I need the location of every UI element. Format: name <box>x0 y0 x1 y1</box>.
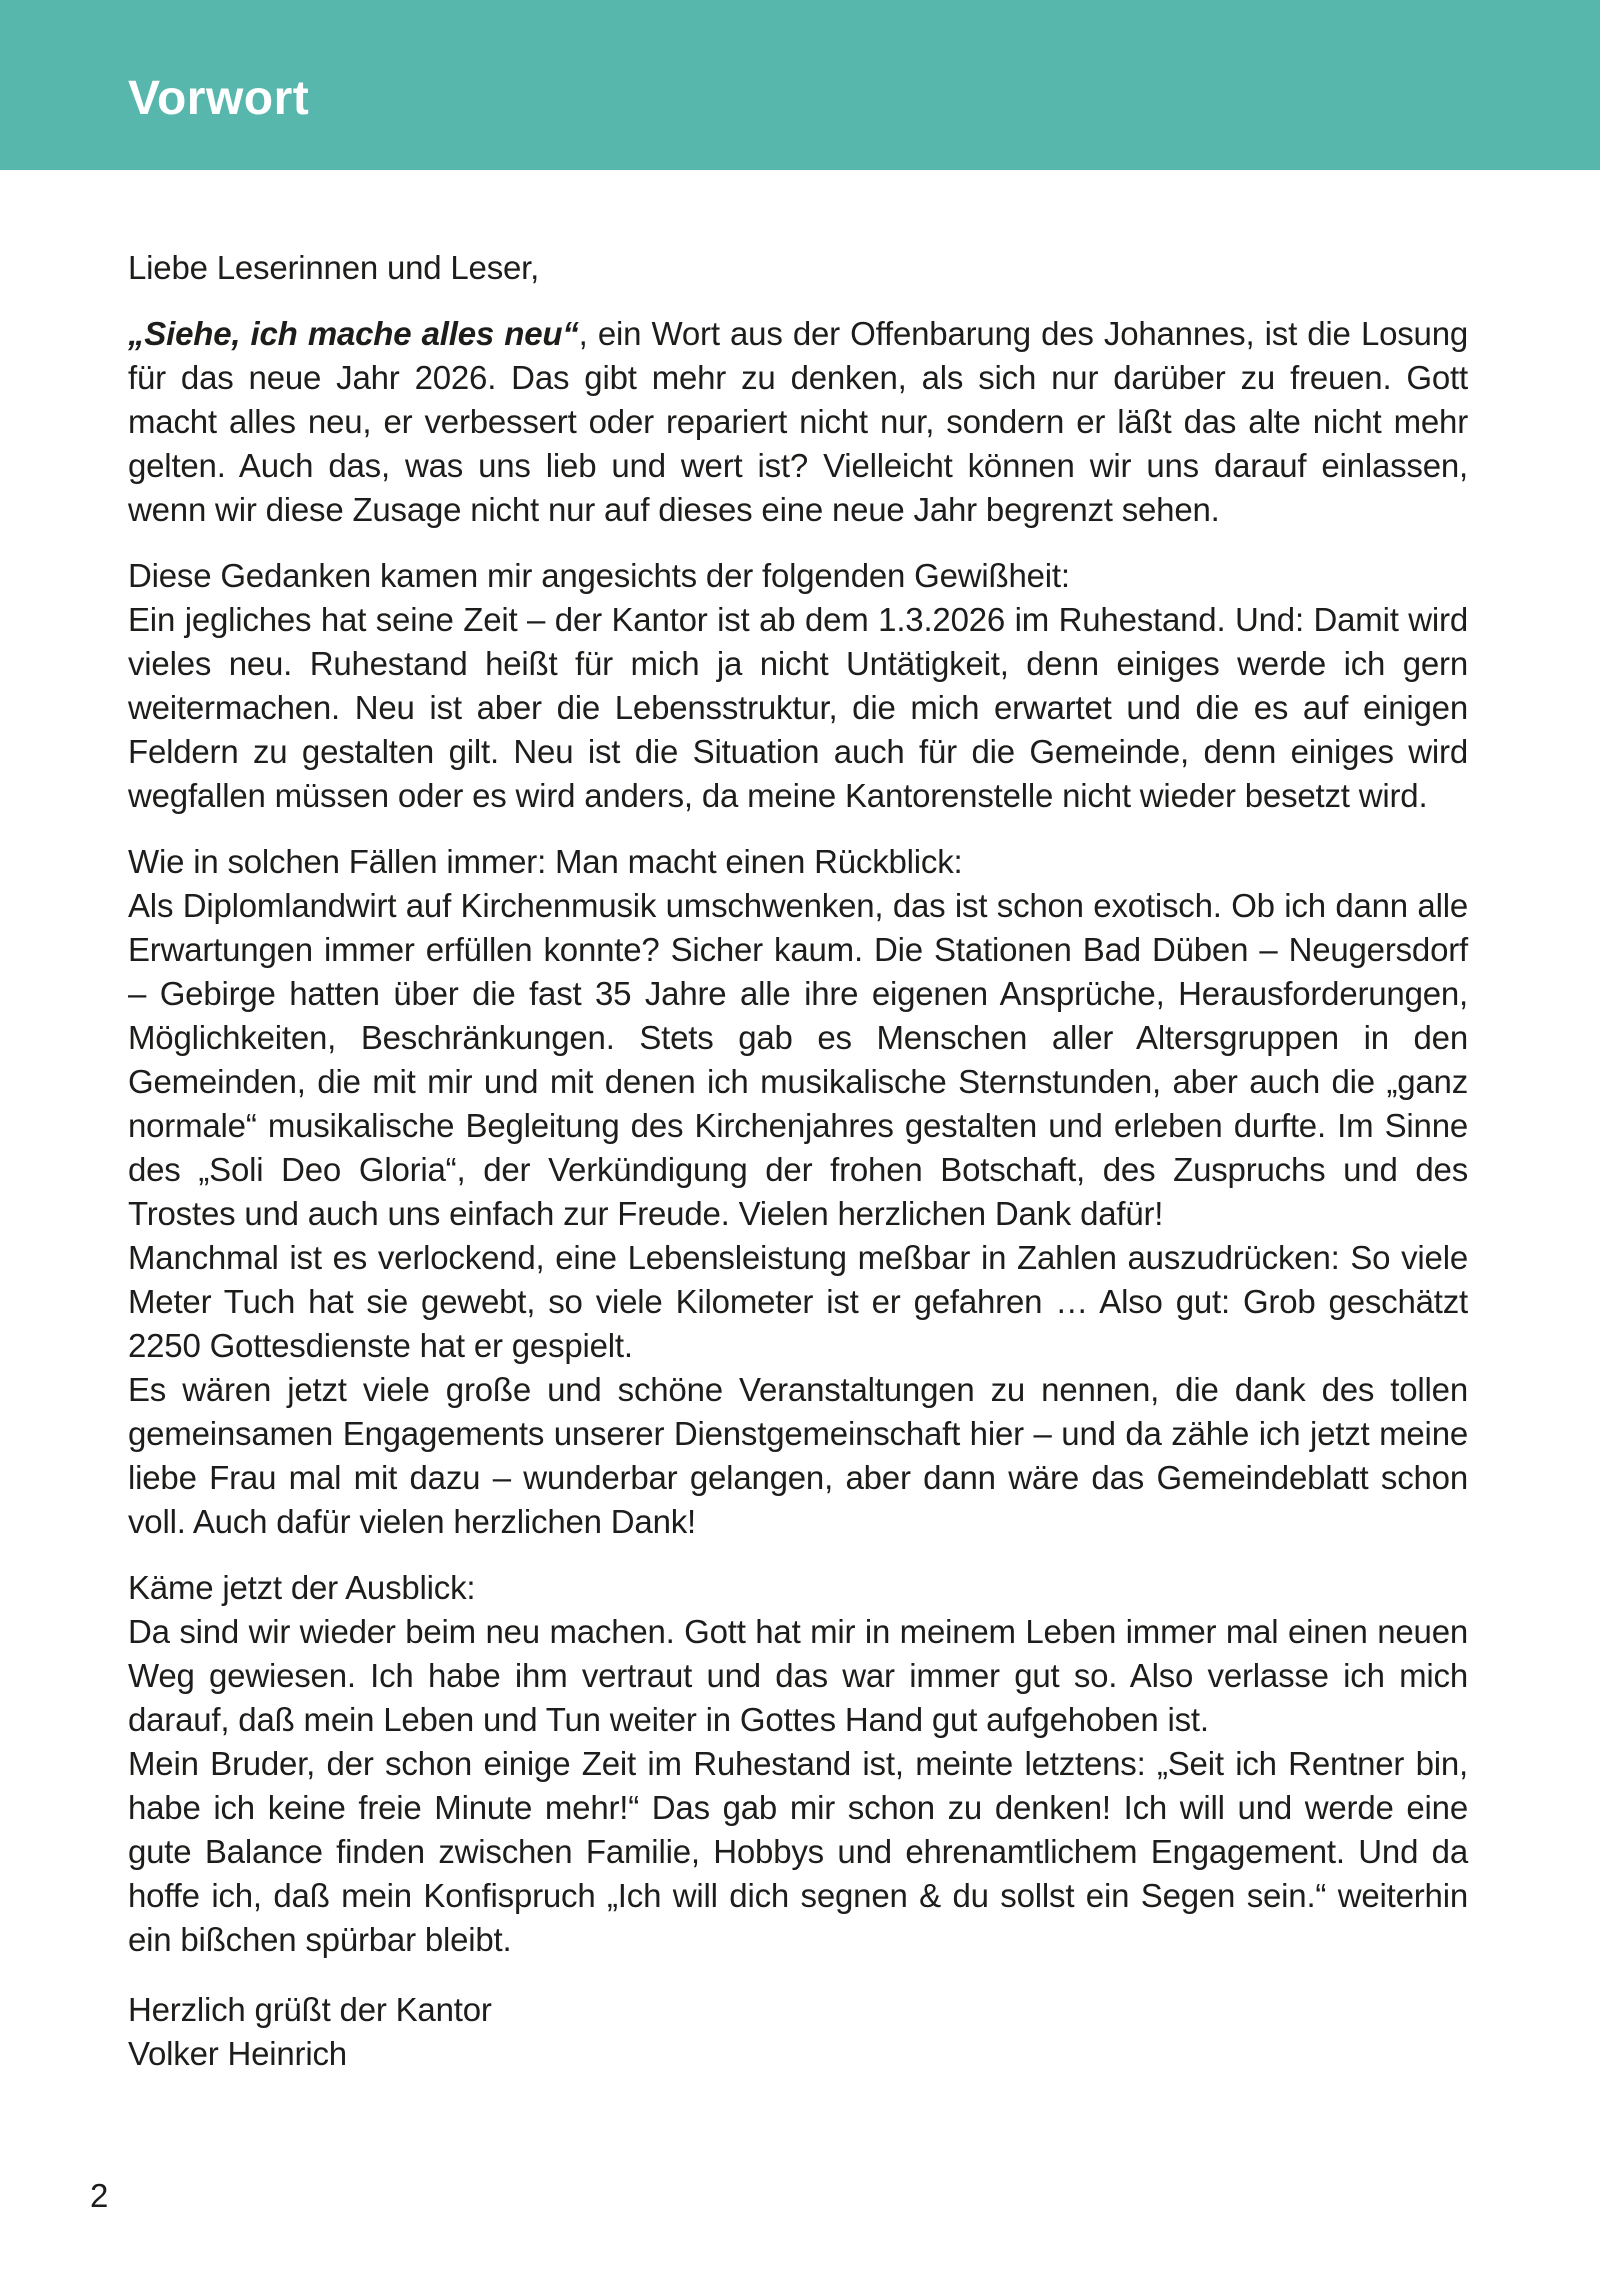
losung-text: , ein Wort aus der Offenbarung des Johannes, ist die Losung für das neue Jahr 2026. Das gibt mehr zu denken, als sich nur darüber zu freuen. Gott macht alles neu, er verbessert oder repariert nicht nur, sondern er läßt das alte nicht mehr gelten. Auch das, was uns lieb und wert ist? Vielleicht können wir uns darauf einlassen, wenn wir diese Zusage nicht nur auf dieses eine neue Jahr begrenzt sehen. <box>128 315 1469 528</box>
document-body <box>128 246 1468 2098</box>
signoff-name: Volker Heinrich <box>128 2035 347 2072</box>
ausblick-vertrauen-text: Da sind wir wieder beim neu machen. Gott hat mir in meinem Leben immer mal einen neuen Weg gewiesen. Ich habe ihm vertraut und das war immer gut so. Also verlasse ich mich darauf, daß mein Leben und Tun weiter in Gottes Hand gut aufgehoben ist. <box>128 1613 1468 1738</box>
rueckblick-stationen-text: Als Diplomlandwirt auf Kirchenmusik umschwenken, das ist schon exotisch. Ob ich dann alle Erwartungen immer erfüllen konnte? Sicher kaum. Die Stationen Bad Düben – Neugersdorf – Gebirge hatten über die fast 35 Jahre alle ihre eigenen Ansprüche, Herausforderungen, Möglichkeiten, Beschränkungen. Stets gab es Menschen aller Altersgruppen in den Gemeinden, die mit mir und mit denen ich musikalische Sternstunden, aber auch die „ganz normale“ musikalische Begleitung des Kirchenjahres gestalten und erleben durfte. Im Sinne des „Soli Deo Gloria“, der Verkündigung der frohen Botschaft, des Zuspruchs und des Trostes und auch uns einfach zur Freude. Vielen herzlichen Dank dafür! <box>128 887 1468 1232</box>
rueckblick-dank-text: Es wären jetzt viele große und schöne Veranstaltungen zu nennen, die dank des tollen gemeinsamen Engagements unserer Dienstgemeinschaft hier – und da zähle ich jetzt meine liebe Frau mal mit dazu – wunderbar gelangen, aber dann wäre das Gemeindeblatt schon voll. Auch dafür vielen herzlichen Dank! <box>128 1371 1468 1540</box>
ausblick-intro-line: Käme jetzt der Ausblick: <box>128 1569 476 1606</box>
gedanken-text: Ein jegliches hat seine Zeit – der Kantor ist ab dem 1.3.2026 im Ruhestand. Und: Damit wird vieles neu. Ruhestand heißt für mich ja nicht Untätigkeit, denn einiges werde ich gern weitermachen. Neu ist aber die Lebensstruktur, die mich erwartet und die es auf einigen Feldern zu gestalten gilt. Neu ist die Situation auch für die Gemeinde, denn einiges wird wegfallen müssen oder es wird anders, da meine Kantorenstelle nicht wieder besetzt wird. <box>128 601 1468 814</box>
paragraph-rueckblick <box>128 840 1468 1544</box>
gedanken-intro-line: Diese Gedanken kamen mir angesichts der folgenden Gewißheit: <box>128 557 1070 594</box>
paragraph-ausblick <box>128 1566 1468 1962</box>
page-number: 2 <box>90 2177 109 2214</box>
paragraph-losung <box>128 312 1468 532</box>
ausblick-balance-text: Mein Bruder, der schon einige Zeit im Ruhestand ist, meinte letztens: „Seit ich Rentner bin, habe ich keine freie Minute mehr!“ Das gab mir schon zu denken! Ich will und werde eine gute Balance finden zwischen Familie, Hobbys und ehrenamtlichem Engagement. Und da hoffe ich, daß mein Konfispruch „Ich will dich segnen & du sollst ein Segen sein.“ weiterhin ein bißchen spürbar bleibt. <box>128 1745 1468 1958</box>
greeting-line: Liebe Leserinnen und Leser, <box>128 249 540 286</box>
signoff-line: Herzlich grüßt der Kantor <box>128 1991 492 2028</box>
rueckblick-zahlen-text: Manchmal ist es verlockend, eine Lebensleistung meßbar in Zahlen auszudrücken: So viele Meter Tuch hat sie gewebt, so viele Kilometer ist er gefahren … Also gut: Grob geschätzt 2250 Gottesdienste hat er gespielt. <box>128 1239 1468 1364</box>
losung-quote: „Siehe, ich mache alles neu“ <box>128 315 579 352</box>
title-band <box>0 0 1600 170</box>
page-title: Vorwort <box>128 72 310 125</box>
rueckblick-intro-line: Wie in solchen Fällen immer: Man macht einen Rückblick: <box>128 843 963 880</box>
signoff-block <box>128 1988 1468 2076</box>
paragraph-gedanken <box>128 554 1468 818</box>
